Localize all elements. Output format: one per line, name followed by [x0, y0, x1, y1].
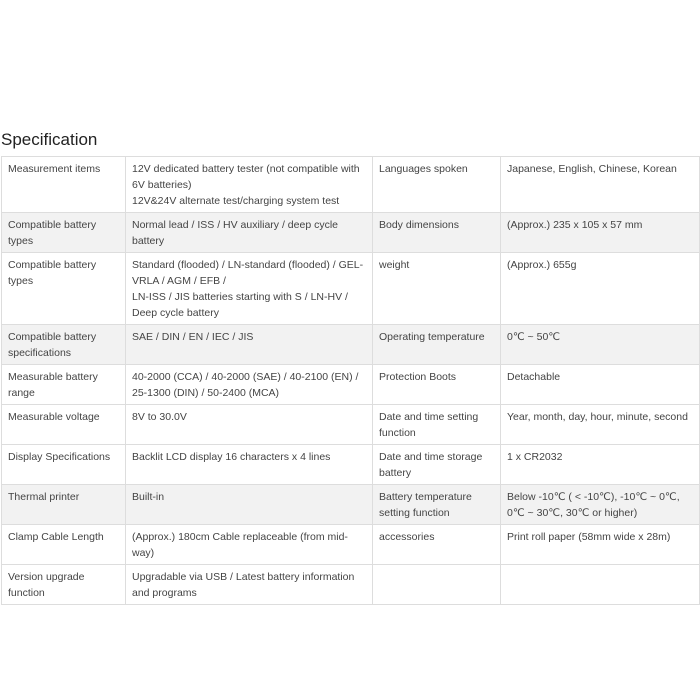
spec-value: Upgradable via USB / Latest battery information and programs — [126, 565, 373, 605]
spec-value: Below -10℃ ( < -10℃), -10℃ ~ 0℃, 0℃ ~ 30℃, 30℃ or higher) — [501, 485, 700, 525]
table-row — [2, 253, 700, 325]
spec-value: (Approx.) 235 x 105 x 57 mm — [501, 213, 700, 253]
spec-label: accessories — [373, 525, 501, 565]
spec-value: Backlit LCD display 16 characters x 4 lines — [126, 445, 373, 485]
spec-value-line: LN-ISS / JIS batteries starting with S / LN-HV / Deep cycle battery — [132, 291, 348, 319]
page-title: Specification — [1, 130, 98, 149]
spec-label: Version upgrade function — [2, 565, 126, 605]
spec-label: Measurement items — [2, 157, 126, 213]
spec-value-line: Standard (flooded) / LN-standard (flooded) / GEL-VRLA / AGM / EFB / — [132, 259, 364, 287]
table-row — [2, 325, 700, 365]
spec-label — [373, 565, 501, 605]
spec-label: Compatible battery types — [2, 253, 126, 325]
spec-value-line: 12V dedicated battery tester (not compatible with 6V batteries) — [132, 163, 360, 191]
specification-table — [1, 156, 700, 605]
spec-value: Normal lead / ISS / HV auxiliary / deep cycle battery — [126, 213, 373, 253]
table-row — [2, 445, 700, 485]
spec-label: Compatible battery specifications — [2, 325, 126, 365]
spec-value: Japanese, English, Chinese, Korean — [501, 157, 700, 213]
spec-label: weight — [373, 253, 501, 325]
spec-label: Body dimensions — [373, 213, 501, 253]
spec-value: SAE / DIN / EN / IEC / JIS — [126, 325, 373, 365]
spec-label: Date and time setting function — [373, 405, 501, 445]
spec-label: Measurable voltage — [2, 405, 126, 445]
spec-label: Operating temperature — [373, 325, 501, 365]
spec-label: Display Specifications — [2, 445, 126, 485]
table-row — [2, 405, 700, 445]
spec-label: Measurable battery range — [2, 365, 126, 405]
spec-label: Thermal printer — [2, 485, 126, 525]
spec-value: Detachable — [501, 365, 700, 405]
spec-value: (Approx.) 655g — [501, 253, 700, 325]
table-row — [2, 365, 700, 405]
spec-label: Protection Boots — [373, 365, 501, 405]
spec-value: 0℃ ~ 50℃ — [501, 325, 700, 365]
spec-value — [501, 565, 700, 605]
table-row — [2, 525, 700, 565]
spec-value: 1 x CR2032 — [501, 445, 700, 485]
spec-value — [126, 157, 373, 213]
spec-value: (Approx.) 180cm Cable replaceable (from mid-way) — [126, 525, 373, 565]
spec-value: Year, month, day, hour, minute, second — [501, 405, 700, 445]
spec-value — [126, 253, 373, 325]
spec-value-line: 12V&24V alternate test/charging system test — [132, 195, 340, 207]
spec-label: Languages spoken — [373, 157, 501, 213]
table-row — [2, 157, 700, 213]
spec-label: Date and time storage battery — [373, 445, 501, 485]
spec-label: Compatible battery types — [2, 213, 126, 253]
spec-value: 8V to 30.0V — [126, 405, 373, 445]
spec-value: Print roll paper (58mm wide x 28m) — [501, 525, 700, 565]
spec-value: Built-in — [126, 485, 373, 525]
table-row — [2, 485, 700, 525]
spec-label: Clamp Cable Length — [2, 525, 126, 565]
table-row — [2, 565, 700, 605]
table-row — [2, 213, 700, 253]
spec-value: 40-2000 (CCA) / 40-2000 (SAE) / 40-2100 (EN) / 25-1300 (DIN) / 50-2400 (MCA) — [126, 365, 373, 405]
spec-label: Battery temperature setting function — [373, 485, 501, 525]
